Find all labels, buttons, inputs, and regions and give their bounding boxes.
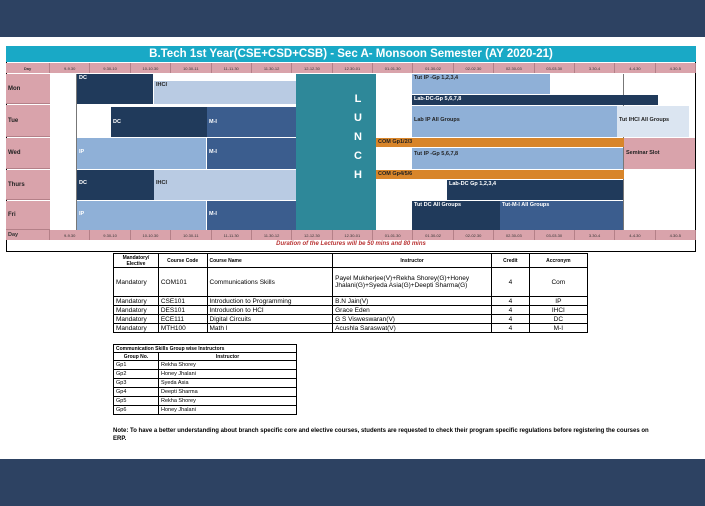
table-cell: CSE101	[158, 297, 207, 306]
tue-lab-ip: Lab IP All Groups	[412, 106, 617, 137]
col-header: Course Name	[207, 254, 333, 268]
mon-lab-dc: Lab-DC-Gp 5,6,7,8	[412, 95, 658, 105]
table-cell: Gp5	[114, 397, 159, 406]
table-row	[114, 268, 588, 297]
col-header: Credit	[492, 254, 530, 268]
table-cell: Rekha Shorey	[159, 361, 297, 370]
time-slot: 12-12.30	[292, 63, 332, 73]
table-cell: Payel Mukherjee(V)+Rekha Shorey(G)+Honey Jhalani(G)+Syeda Asia(G)+Deepti Sharma(G)	[333, 268, 492, 297]
table-cell: 4	[492, 315, 530, 324]
table-cell: Gp4	[114, 388, 159, 397]
timetable-title: B.Tech 1st Year(CSE+CSD+CSB) - Sec A- Monsoon Semester (AY 2020-21)	[6, 46, 696, 62]
lunch-letter: N	[354, 131, 362, 143]
time-header-row	[6, 63, 696, 73]
fri-tut-mi: Tut-M-I All Groups	[500, 201, 623, 230]
day-footer: Day	[6, 230, 50, 240]
footer-note: Note: To have a better understanding about branch specific core and elective courses, students are requested to check their program specific regulations before registering the courses on ERP.	[113, 428, 649, 442]
time-slot: 01.30-02	[413, 63, 453, 73]
thu-lab-dc: Lab-DC Gp 1,2,3,4	[447, 180, 623, 200]
time-slot: 11-11.30	[212, 230, 252, 240]
mon-tut-ip: Tut IP -Gp 1,2,3,4	[412, 74, 550, 94]
time-slot: 9-9.30	[50, 230, 90, 240]
table-cell: Digital Circuits	[207, 315, 333, 324]
table-cell: DC	[529, 315, 587, 324]
table-cell: Gp2	[114, 370, 159, 379]
wed-seminar: Seminar Slot	[624, 138, 695, 169]
table-row	[114, 361, 297, 370]
day-thurs: Thurs	[6, 170, 50, 200]
groups-table	[113, 344, 297, 415]
table-row	[114, 324, 588, 333]
time-slots-bottom	[50, 230, 696, 240]
col-header: Instructor	[159, 353, 297, 361]
fri-mi: M-I	[207, 201, 296, 230]
time-slot: 9.30-10	[90, 63, 130, 73]
time-slot: 11-11.30	[212, 63, 252, 73]
table-cell: 4	[492, 268, 530, 297]
table-row	[114, 388, 297, 397]
time-slot: 4-4.30	[615, 63, 655, 73]
col-header: Group No.	[114, 353, 159, 361]
wed-ip: IP	[77, 138, 206, 169]
table-cell: Mandatory	[114, 324, 159, 333]
time-slot: 02-02.30	[454, 230, 494, 240]
mon-ihci: IHCI	[154, 81, 296, 104]
wed-tut-ip: Tut IP -Gp 5,6,7,8	[412, 148, 623, 169]
time-slot: 10.30-11	[171, 230, 211, 240]
col-header: Accronym	[529, 254, 587, 268]
courses-table	[113, 253, 588, 333]
time-slot: 10-10.30	[131, 230, 171, 240]
col-header: Mandatory/ Elective	[114, 254, 159, 268]
col-header: Course Code	[158, 254, 207, 268]
time-slot: 12.30-01	[333, 63, 373, 73]
table-cell: Grace Eden	[333, 306, 492, 315]
table-cell: Deepti Sharma	[159, 388, 297, 397]
time-slot: 9.30-10	[90, 230, 130, 240]
table-cell: Math I	[207, 324, 333, 333]
time-slot: 03-03.30	[535, 63, 575, 73]
table-cell: IP	[529, 297, 587, 306]
table-cell: Mandatory	[114, 306, 159, 315]
table-cell: 4	[492, 306, 530, 315]
table-row	[114, 379, 297, 388]
time-slot: 02.30-03	[494, 63, 534, 73]
day-tue: Tue	[6, 105, 50, 137]
time-slot: 3.30-4	[575, 230, 615, 240]
table-cell: Com	[529, 268, 587, 297]
table-cell: Communications Skills	[207, 268, 333, 297]
table-cell: 4	[492, 324, 530, 333]
time-slot: 01-01.30	[373, 230, 413, 240]
table-cell: DES101	[158, 306, 207, 315]
top-banner	[0, 0, 705, 37]
time-slot: 11.30-12	[252, 63, 292, 73]
table-cell: Gp1	[114, 361, 159, 370]
tue-dc: DC	[111, 107, 207, 137]
table-cell: Introduction to HCI	[207, 306, 333, 315]
thu-com: COM Gp4/5/6	[376, 170, 624, 179]
time-slot: 03-03.30	[535, 230, 575, 240]
table-row	[114, 297, 588, 306]
time-slot: 01-01.30	[373, 63, 413, 73]
lunch-letter: U	[354, 112, 362, 124]
fri-ip: IP	[77, 201, 206, 230]
table-row	[114, 306, 588, 315]
col-header: Instructor	[333, 254, 492, 268]
table-cell: IHCI	[529, 306, 587, 315]
time-slot: 01.30-02	[413, 230, 453, 240]
wed-com: COM Gp1/2/3	[376, 138, 624, 147]
time-slot: 12-12.30	[292, 230, 332, 240]
table-cell: Gp6	[114, 406, 159, 415]
table-cell: 4	[492, 297, 530, 306]
table-cell: COM101	[158, 268, 207, 297]
table-cell: ECE111	[158, 315, 207, 324]
table-row	[114, 397, 297, 406]
lunch-letter: H	[354, 169, 362, 181]
time-slot: 10.30-11	[171, 63, 211, 73]
time-slot: 4.30-5	[656, 230, 696, 240]
day-header: Day	[6, 63, 50, 73]
table-row	[114, 315, 588, 324]
duration-note: Duration of the Lectures will be 50 mins and 80 mins	[276, 241, 426, 247]
time-slot: 02-02.30	[454, 63, 494, 73]
table-cell: MTH100	[158, 324, 207, 333]
table-cell: Mandatory	[114, 315, 159, 324]
lunch-letter: L	[354, 93, 362, 105]
time-slot: 4.30-5	[656, 63, 696, 73]
wed-mi: M-I	[207, 138, 296, 169]
bottom-banner	[0, 459, 705, 506]
table-cell: Honey Jhalani	[159, 370, 297, 379]
fri-tut-dc: Tut DC All Groups	[412, 201, 500, 230]
table-cell: M-I	[529, 324, 587, 333]
tue-tut-ihci: Tut IHCI All Groups	[617, 106, 689, 137]
time-slot: 11.30-12	[252, 230, 292, 240]
thu-dc: DC	[77, 170, 154, 200]
tue-mi: M-I	[207, 107, 296, 137]
table-cell: G S Visweswaran(V)	[333, 315, 492, 324]
table-row	[114, 406, 297, 415]
lunch-letter: C	[354, 150, 362, 162]
table-cell: Mandatory	[114, 297, 159, 306]
table-row	[114, 370, 297, 379]
time-footer-row	[6, 230, 696, 240]
table-cell: Introduction to Programming	[207, 297, 333, 306]
time-slot: 02.30-03	[494, 230, 534, 240]
table-cell: Mandatory	[114, 268, 159, 297]
time-slot: 10-10.30	[131, 63, 171, 73]
table-cell: B.N Jain(V)	[333, 297, 492, 306]
groups-title: Communication Skills Group wise Instructors	[114, 345, 297, 353]
table-cell: Rekha Shorey	[159, 397, 297, 406]
time-slot: 4-4.30	[615, 230, 655, 240]
table-cell: Syeda Asia	[159, 379, 297, 388]
time-slot: 3.30-4	[575, 63, 615, 73]
day-fri: Fri	[6, 201, 50, 230]
time-slot: 9-9.30	[50, 63, 90, 73]
day-mon: Mon	[6, 74, 50, 104]
time-slots-top	[50, 63, 696, 73]
table-cell: Gp3	[114, 379, 159, 388]
lunch-label	[296, 90, 420, 185]
day-wed: Wed	[6, 138, 50, 169]
mon-dc: DC	[77, 74, 153, 104]
time-slot: 12.30-01	[333, 230, 373, 240]
table-cell: Acushla Saraswat(V)	[333, 324, 492, 333]
thu-ihci: IHCI	[154, 170, 296, 200]
table-cell: Honey Jhalani	[159, 406, 297, 415]
